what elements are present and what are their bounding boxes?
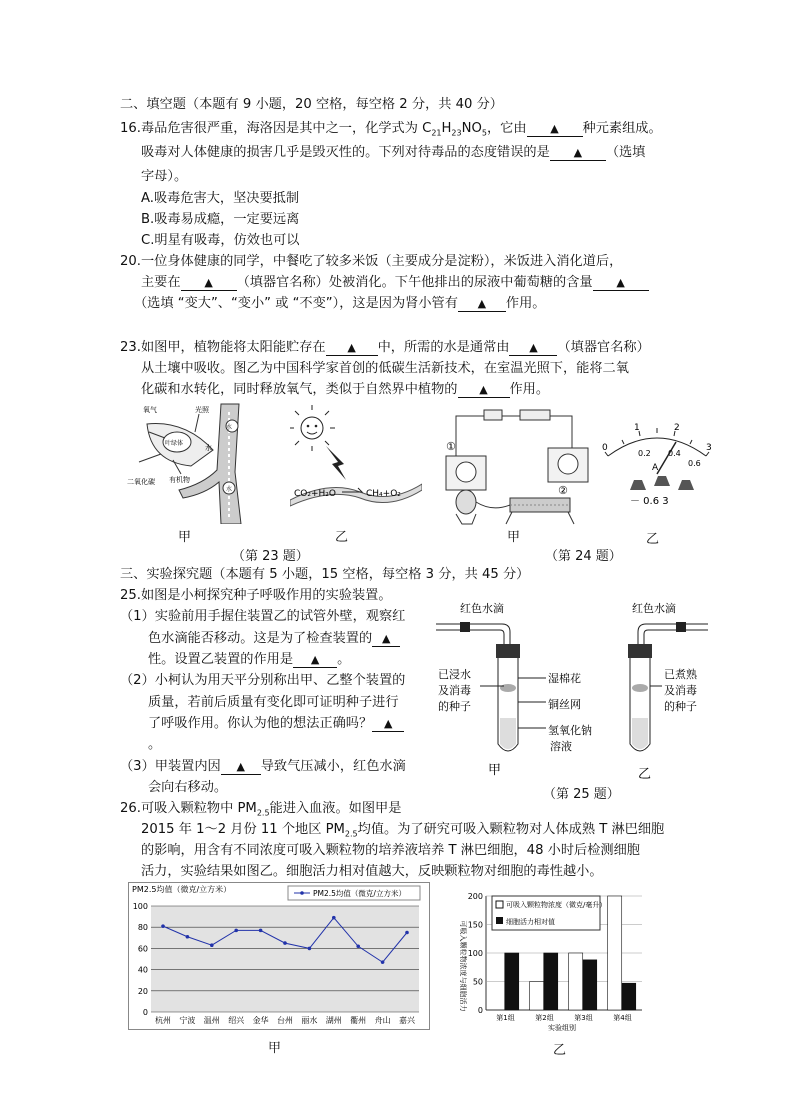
answer-blank[interactable]: ▲ [593,276,649,291]
q23-line2: 从土壤中吸收。图乙为中国科学家首创的低碳生活新技术，在室温光照下，能将二氧 [141,361,629,376]
line-chart-xtick: 台州 [277,1016,293,1025]
line-chart-point [332,916,336,920]
line-chart-point [381,960,385,964]
circle-1: ① [446,440,456,453]
line-chart-legend: PM2.5均值（微克/立方米） [313,889,406,898]
line-chart-point [356,944,360,948]
q23-line3: 化碳和水转化，同时释放氧气，类似于自然界中植物的 ▲ 作用。 [141,382,550,397]
terminal-labels: － 0.6 3 [630,496,669,507]
right-text-3: 的种子 [664,700,697,713]
line-chart-point [259,929,263,933]
fig23-jia-label: 甲 [178,530,192,545]
answer-blank[interactable]: ▲ [509,341,557,356]
q16-option-c: C.明星有吸毒，仿效也可以 [141,233,300,248]
cell-vitality-bar-chart [452,884,650,1034]
q25-line1: 25.如图是小柯探究种子呼吸作用的实验装置。 [120,588,392,603]
line-chart-point [186,935,190,939]
fig24-yi-label: 乙 [646,532,660,547]
line-chart-xtick: 宁波 [179,1016,196,1025]
right-text-2: 及消毒 [664,684,697,697]
q26-line4: 活力，实验结果如图乙。细胞活力相对值越大，反映颗粒物对细胞的毒性越小。 [141,864,603,879]
answer-blank[interactable]: ▲ [372,717,404,732]
fig24-ammeter-scale [598,420,716,510]
left-text-3: 的种子 [438,700,471,713]
fig24-caption: （第 24 题） [545,549,622,564]
section-3-heading: 三、实验探究题（本题有 5 小题，15 空格，每空格 3 分，共 45 分） [120,567,530,582]
fig25-caption: （第 25 题） [543,787,620,802]
line-chart-ytick: 20 [137,986,148,996]
mid-text-naoh-2: 溶液 [550,740,572,753]
answer-blank[interactable]: ▲ [372,632,400,647]
q26-line1: 26.可吸入颗粒物中 $PM_{2.5}$能进入血液。如图甲是 [120,801,402,818]
fig25-apparatus [436,598,716,784]
chart-yi-label: 乙 [553,1043,567,1058]
q25-p3-line1: （3）甲装置内因 ▲ 导致气压减小，红色水滴 [120,759,406,774]
bar-chart-ytick: 150 [467,920,483,930]
left-text-2: 及消毒 [438,684,471,697]
pm25-line-chart [128,882,430,1030]
q26-line3: 的影响，用含有不同浓度可吸入颗粒物的培养液培养 T 淋巴细胞，48 小时后检测细胞 [141,843,640,858]
line-chart-title: PM2.5均值（微克/立方米） [132,885,232,894]
line-chart-xtick: 丽水 [301,1016,318,1025]
answer-blank[interactable]: ▲ [458,383,510,398]
unit-a: A [652,463,659,473]
line-chart-xtick: 舟山 [374,1016,391,1025]
line-chart-ytick: 100 [132,902,148,911]
red-drop-right: 红色水滴 [632,602,676,615]
label-o2: 氧气 [143,406,157,414]
answer-blank[interactable]: ▲ [458,297,506,312]
bar-concentration [569,953,583,1010]
q23-line1: 23.如图甲，植物能将太阳能贮存在 ▲ 中，所需的水是通常由 ▲ （填器官名称） [120,340,650,355]
q25-p2-line1: （2）小柯认为用天平分别称出甲、乙整个装置的 [120,673,406,688]
red-drop-left: 红色水滴 [460,602,504,615]
q25-p2-line4: 。 [148,737,162,752]
label-leaf: 叶绿体 [165,440,184,447]
fig24-circuit-diagram [432,402,592,526]
bar-concentration [608,896,622,1010]
q16-line1: 16.毒品危害很严重，海洛因是其中之一，化学式为 $C_{21}H_{23}NO_5$，它由 ▲ 种元素组成。 [120,121,662,138]
q16-line2: 吸毒对人体健康的损害几乎是毁灭性的。下列对待毒品的态度错误的是 ▲ （选填 [141,145,646,160]
q16-option-a: A.吸毒危害大，坚决要抵制 [141,191,300,206]
section-2-heading: 二、填空题（本题有 9 小题，20 空格，每空格 2 分，共 40 分） [120,97,503,112]
q16-option-b: B.吸毒易成瘾，一定要远离 [141,212,300,227]
answer-blank[interactable]: ▲ [221,760,261,775]
bar-vitality [505,953,519,1010]
bar-vitality [583,960,597,1010]
q25-p1-line1: （1）实验前用手握住装置乙的试管外壁，观察红 [120,609,406,624]
q26-line2: 2015 年 1～2 月份 11 个地区 $PM_{2.5}$均值。为了研究可吸入颗粒物对人体成熟 T 淋巴细胞 [141,822,665,839]
scale-3: 3 [706,443,712,453]
q20-line2: 主要在 ▲ （填器官名称）处被消化。下午他排出的尿液中葡萄糖的含量 ▲ [141,274,649,292]
scale-1: 1 [634,423,640,433]
chart-jia-label: 甲 [268,1041,282,1056]
label-co2: 二氧化碳 [127,478,155,486]
scale-0: 0 [602,443,608,453]
line-chart-point [283,941,287,945]
bar-chart-ytick: 50 [472,977,483,987]
left-text-1: 已浸水 [438,668,471,681]
mid-text-cotton: 湿棉花 [548,672,581,685]
bar-chart-xtick: 第3组 [574,1014,593,1022]
scale-06: 0.6 [688,459,701,468]
line-chart-ytick: 0 [142,1008,148,1017]
fig25-yi-label: 乙 [638,767,652,782]
line-chart-ytick: 40 [137,965,148,975]
eq-right: CH₄+O₂ [366,489,401,499]
label-water: 水 [205,444,212,452]
bar-chart-xtick: 第4组 [613,1014,632,1022]
q25-p2-line2: 质量，若前后质量有变化即可证明种子进行 [148,695,399,710]
label-stem-water-2: 水 [225,486,233,493]
line-chart-xtick: 金华 [252,1016,269,1025]
bar-chart-xtick: 第2组 [535,1014,554,1022]
scale-04: 0.4 [668,449,681,458]
bar-concentration [530,982,544,1011]
bar-chart-xlabel: 实验组别 [548,1024,576,1032]
bar-vitality [544,953,558,1010]
q20-line1: 20.一位身体健康的同学，中餐吃了较多米饭（主要成分是淀粉），米饭进入消化道后， [120,254,623,269]
label-light: 光照 [195,406,209,414]
circle-2: ② [558,484,568,497]
q25-p1-line3: 性。设置乙装置的作用是 ▲ 。 [148,652,351,667]
scale-02: 0.2 [638,449,651,458]
right-text-1: 已煮熟 [664,668,697,681]
line-chart-point [234,929,238,933]
bar-chart-ytick: 0 [477,1006,483,1015]
line-chart-point [161,924,165,928]
fig23-sun-diagram [290,404,422,520]
bar-chart-xtick: 第1组 [496,1014,515,1022]
mid-text-mesh: 铜丝网 [548,698,581,711]
q20-line3: （选填 “变大”、“变小” 或 “不变”），这是因为肾小管有 ▲ 作用。 [134,296,546,311]
eq-left: CO₂+H₂O [294,489,336,499]
bar-legend-concentration: 可吸入颗粒物浓度（微克/毫升） [506,901,607,909]
line-chart-xtick: 温州 [203,1016,220,1025]
fig23-yi-label: 乙 [335,530,349,545]
q16-line3: 字母）。 [141,169,188,184]
answer-blank[interactable]: ▲ [181,276,237,291]
line-chart-xtick: 衢州 [350,1016,367,1025]
fig23-plant-diagram [125,402,247,524]
label-organic: 有机物 [169,476,190,484]
label-stem-water-1: 水 [225,424,233,431]
line-chart-point [210,943,214,947]
answer-blank[interactable]: ▲ [550,146,606,161]
line-chart-ytick: 80 [137,923,148,933]
line-chart-xtick: 杭州 [155,1016,171,1025]
q25-p2-line3: 了呼吸作用。你认为他的想法正确吗？ ▲ [148,715,404,733]
bar-chart-ytick: 100 [467,949,483,958]
bar-vitality [622,983,636,1010]
line-chart-point [308,947,312,951]
bar-chart-ylabel: 可吸入颗粒物浓度与细胞活力 [459,920,467,1012]
line-chart-xtick: 湖州 [325,1016,342,1025]
line-chart-xtick: 嘉兴 [399,1016,415,1025]
answer-blank[interactable]: ▲ [293,653,337,668]
fig23-caption: （第 23 题） [232,549,309,564]
q25-p3-line2: 会向右移动。 [148,780,228,795]
line-chart-point [405,931,409,935]
scale-2: 2 [674,423,680,433]
fig25-jia-label: 甲 [488,763,502,778]
fig24-jia-label: 甲 [507,530,521,545]
bar-legend-vitality: 细胞活力相对值 [506,918,555,926]
mid-text-naoh-1: 氢氧化钠 [548,724,592,737]
answer-blank[interactable]: ▲ [527,122,583,137]
answer-blank[interactable]: ▲ [326,341,378,356]
q25-p1-line2: 色水滴能否移动。这是为了检查装置的 ▲ [148,630,400,648]
line-chart-ytick: 60 [137,944,148,954]
line-chart-xtick: 绍兴 [228,1016,245,1025]
bar-chart-ytick: 200 [467,892,483,901]
